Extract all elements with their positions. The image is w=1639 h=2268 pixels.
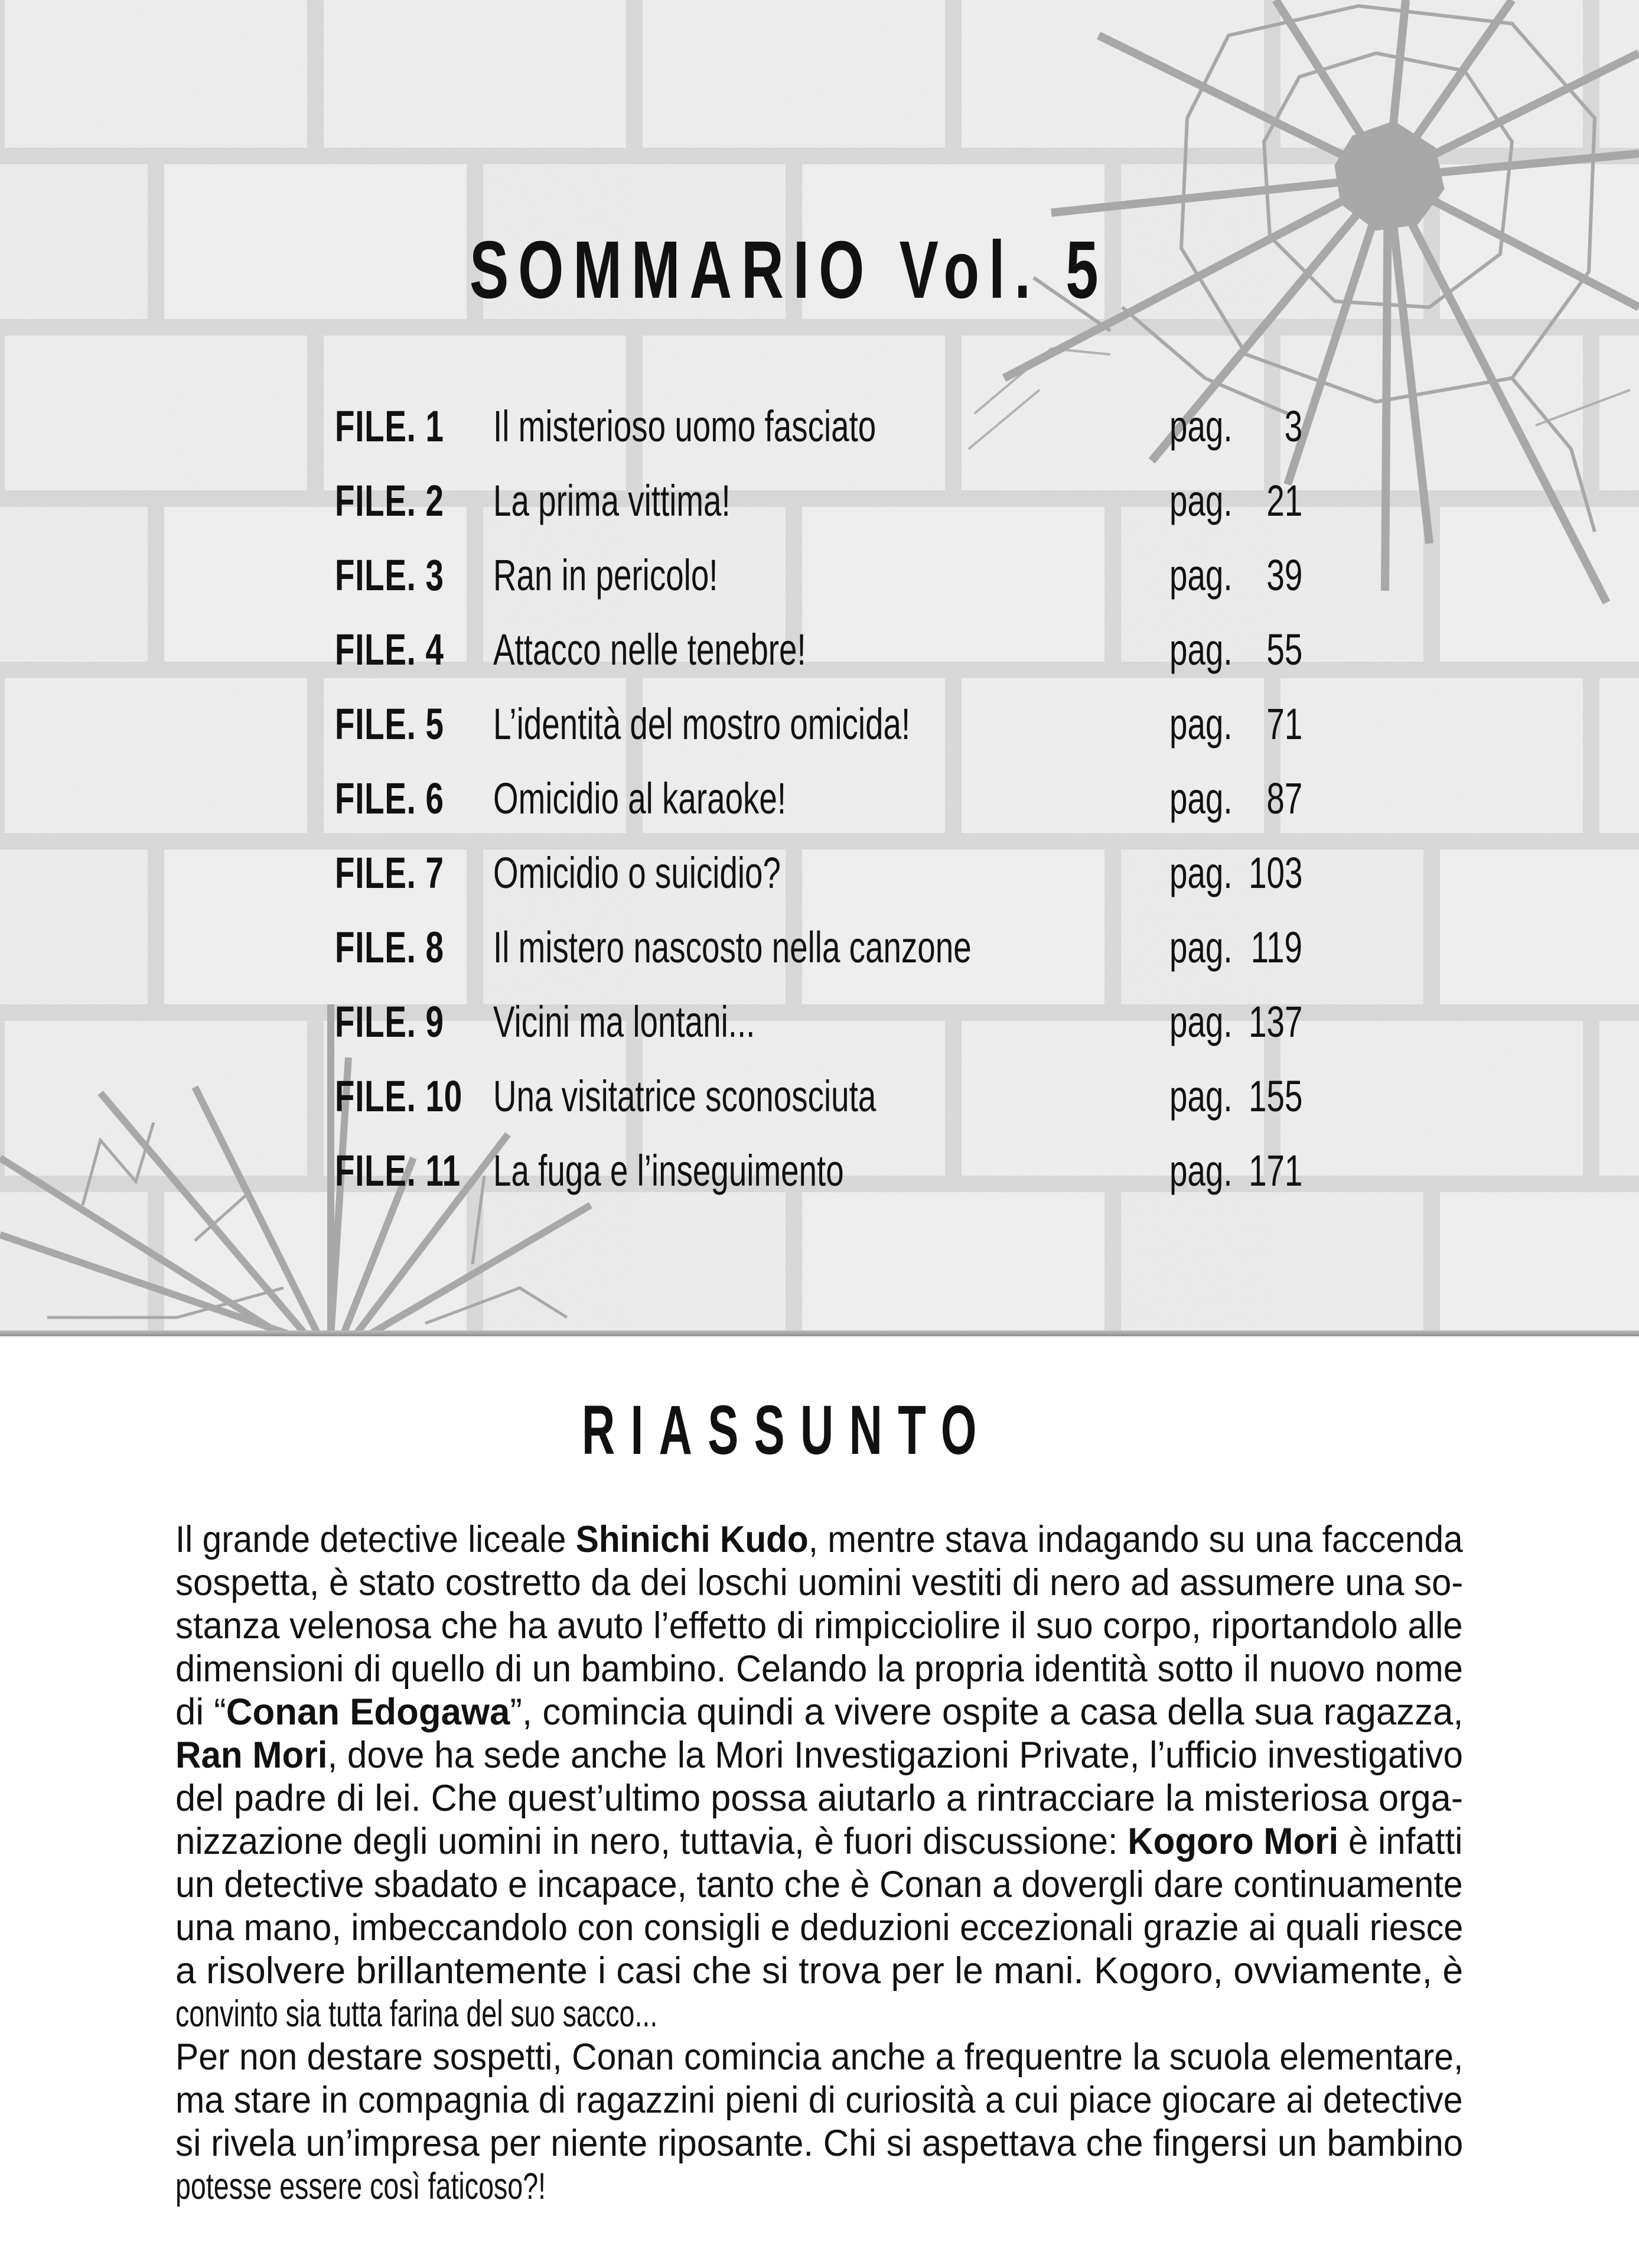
summary-text: è infatti (1338, 1821, 1463, 1862)
toc-page-number: 155 (1248, 1072, 1302, 1121)
toc-page-prefix: pag. (1169, 997, 1233, 1046)
toc-file-label: FILE. 4 (335, 625, 444, 674)
summary-text: ”, comincia quindi a vivere ospite a casa della sua ragazza, (510, 1691, 1464, 1733)
toc-page-number: 119 (1250, 923, 1302, 972)
summary-text: sospetta, è stato costretto da dei loschi uomini vestiti di nero ad assumere una so- (175, 1562, 1464, 1603)
summary-line (175, 2079, 1463, 2122)
toc-chapter-title: Una visitatrice sconosciuta (493, 1072, 876, 1121)
toc-entry[interactable] (335, 769, 1304, 844)
toc-page-prefix: pag. (1169, 1072, 1233, 1121)
toc-file-label: FILE. 9 (335, 997, 444, 1046)
summary-text: dimensioni di quello di un bambino. Celando la propria identità sotto il nuovo nome (175, 1648, 1463, 1690)
toc-page-number: 3 (1284, 402, 1302, 451)
toc-entry[interactable] (335, 397, 1304, 471)
summary-text: , mentre stava indagando su una faccenda (808, 1519, 1463, 1560)
toc-chapter-title: Vicini ma lontani... (493, 997, 755, 1046)
toc-entry[interactable] (335, 1067, 1304, 1141)
summary-line (175, 1648, 1463, 1691)
toc-page-prefix: pag. (1169, 551, 1233, 600)
toc-chapter-title: Ran in pericolo! (493, 551, 718, 600)
toc-page-prefix: pag. (1169, 402, 1233, 451)
toc-file-label: FILE. 8 (335, 923, 444, 972)
toc-page-number: 103 (1248, 848, 1302, 897)
summary-line (175, 1734, 1463, 1777)
summary-text: ma stare in compagnia di ragazzini pieni di curiosità a cui piace giocare ai detective (175, 2080, 1463, 2121)
toc-chapter-title: Omicidio al karaoke! (493, 774, 787, 823)
toc-file-label: FILE. 10 (335, 1072, 462, 1121)
toc-entry[interactable] (335, 844, 1304, 918)
summary-text: convinto sia tutta farina del suo sacco... (175, 1993, 658, 2035)
summary-body (175, 1518, 1463, 2208)
summary-line (175, 1777, 1464, 1820)
summary-text: stanza velenosa che ha avuto l’effetto di rimpicciolire il suo corpo, riportandolo alle (175, 1605, 1463, 1647)
summary-name-highlight: Conan Edogawa (226, 1691, 510, 1733)
toc-page-number: 55 (1266, 625, 1302, 674)
summary-name-highlight: Shinichi Kudo (575, 1519, 809, 1560)
toc-file-label: FILE. 11 (335, 1146, 461, 1195)
summary-text: Il grande detective liceale (175, 1519, 576, 1560)
summary-text: nizzazione degli uomini in nero, tuttavia, è fuori discussione: (175, 1821, 1128, 1862)
toc-entry[interactable] (335, 993, 1304, 1067)
toc-page-number: 71 (1266, 699, 1302, 749)
summary-text: potesse essere così faticoso?! (175, 2166, 546, 2207)
toc-file-label: FILE. 7 (335, 848, 444, 897)
toc-list (335, 397, 1304, 1216)
summary-line (175, 2036, 1464, 2079)
toc-page-prefix: pag. (1169, 848, 1233, 897)
toc-file-label: FILE. 6 (335, 774, 444, 823)
toc-chapter-title: Omicidio o suicidio? (493, 848, 781, 897)
toc-page-prefix: pag. (1169, 699, 1233, 749)
summary-line (175, 1691, 1464, 1734)
toc-page-prefix: pag. (1169, 625, 1233, 674)
toc-page-number: 21 (1266, 476, 1302, 525)
toc-page-prefix: pag. (1169, 1146, 1233, 1195)
summary-text: a risolvere brillantemente i casi che si trova per le mani. Kogoro, ovviamente, è (175, 1950, 1464, 1992)
summary-name-highlight: Ran Mori (175, 1735, 328, 1776)
toc-entry[interactable] (335, 471, 1304, 546)
summary-line (175, 1993, 1128, 2036)
summary-title: RIASSUNTO (582, 1391, 992, 1469)
summary-text: del padre di lei. Che quest’ultimo possa aiutarlo a rintracciare la misteriosa orga- (175, 1778, 1464, 1819)
summary-line (175, 1906, 1464, 1950)
toc-entry[interactable] (335, 1141, 1304, 1216)
toc-chapter-title: Il mistero nascosto nella canzone (493, 923, 972, 972)
summary-text: di “ (175, 1691, 226, 1733)
toc-page-number: 137 (1248, 997, 1302, 1046)
summary-line (175, 2165, 1128, 2208)
toc-chapter-title: L’identità del mostro omicida! (493, 699, 911, 749)
toc-entry[interactable] (335, 546, 1304, 620)
summary-text: una mano, imbeccandolo con consigli e deduzioni eccezionali grazie ai quali riesce (175, 1907, 1464, 1948)
toc-page-number: 171 (1248, 1146, 1302, 1195)
toc-entry[interactable] (335, 620, 1304, 695)
summary-line (175, 1863, 1463, 1906)
toc-chapter-title: La prima vittima! (493, 476, 731, 525)
summary-line (175, 2122, 1464, 2165)
wall-bottom-edge (0, 1330, 1639, 1336)
toc-entry[interactable] (335, 695, 1304, 769)
toc-chapter-title: Attacco nelle tenebre! (493, 625, 806, 674)
toc-chapter-title: La fuga e l’inseguimento (493, 1146, 844, 1195)
toc-file-label: FILE. 5 (335, 699, 444, 749)
summary-text: un detective sbadato e incapace, tanto che è Conan a dovergli dare continuamente (175, 1864, 1463, 1905)
toc-file-label: FILE. 1 (335, 402, 444, 451)
summary-text: Per non destare sospetti, Conan comincia anche a frequentre la scuola elementare, (175, 2036, 1464, 2078)
toc-page-number: 39 (1266, 551, 1302, 600)
summary-text: , dove ha sede anche la Mori Investigazioni Private, l’ufficio investigativo (327, 1735, 1463, 1776)
summary-line (175, 1561, 1464, 1605)
summary-name-highlight: Kogoro Mori (1128, 1821, 1339, 1862)
summary-line (175, 1950, 1464, 1993)
toc-title: SOMMARIO Vol. 5 (470, 224, 1108, 315)
summary-line (175, 1820, 1463, 1863)
toc-page-prefix: pag. (1169, 923, 1233, 972)
toc-file-label: FILE. 3 (335, 551, 444, 600)
toc-entry[interactable] (335, 918, 1304, 993)
toc-chapter-title: Il misterioso uomo fasciato (493, 402, 876, 451)
toc-page-number: 87 (1266, 774, 1302, 823)
toc-page-prefix: pag. (1169, 476, 1233, 525)
toc-page-prefix: pag. (1169, 774, 1233, 823)
toc-file-label: FILE. 2 (335, 476, 444, 525)
summary-line (175, 1518, 1463, 1561)
summary-line (175, 1605, 1463, 1648)
summary-text: si rivela un’impresa per niente riposante. Chi si aspettava che fingersi un bambino (175, 2123, 1464, 2164)
